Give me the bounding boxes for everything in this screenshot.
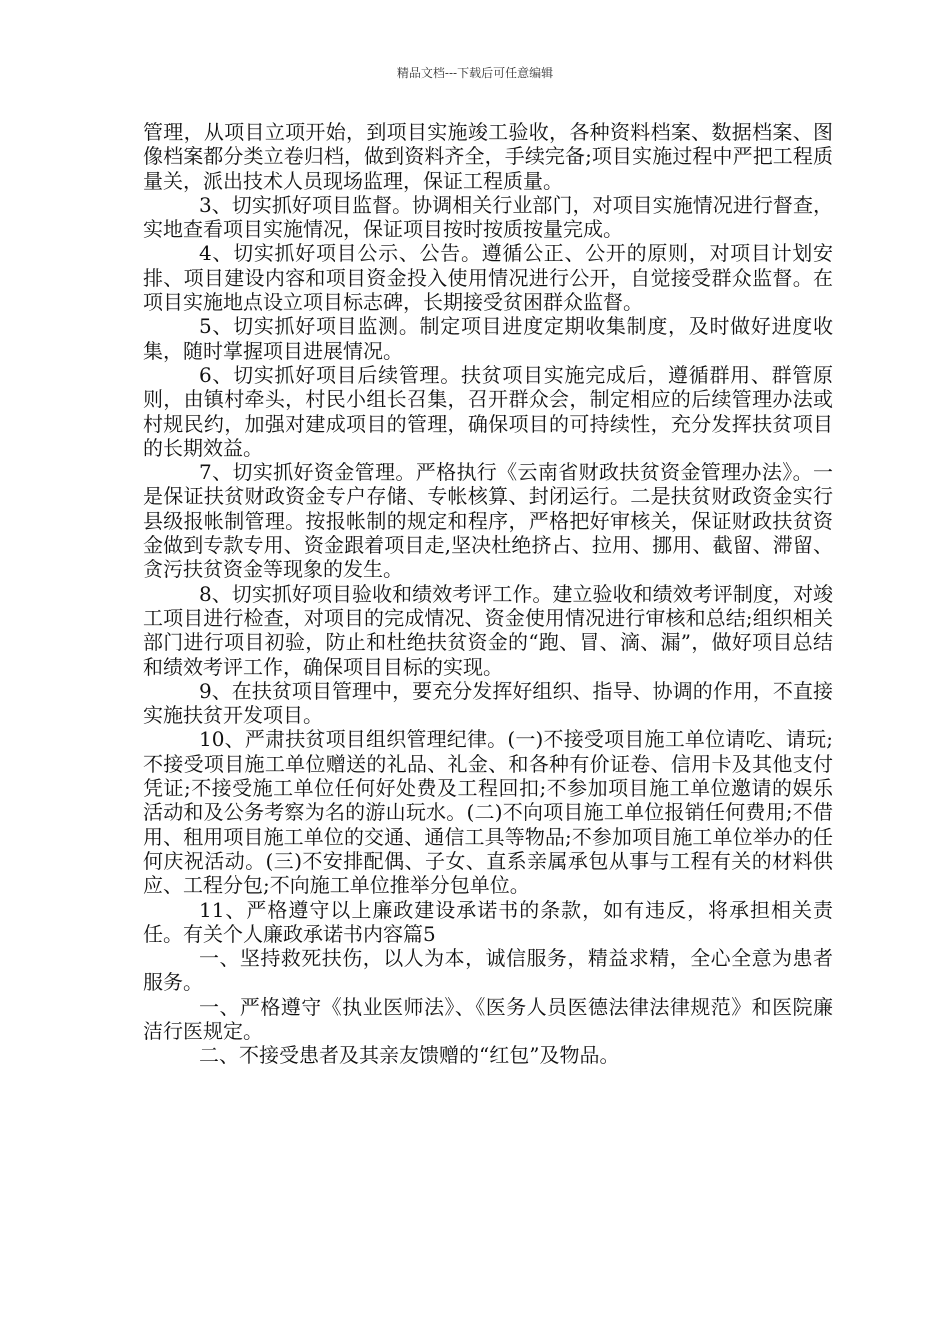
document-body: [143, 120, 833, 1068]
paragraph-10: 11、严格遵守以上廉政建设承诺书的条款，如有违反，将承担相关责任。有关个人廉政承诺书内容篇5: [143, 897, 833, 946]
paragraph-8: 9、在扶贫项目管理中，要充分发挥好组织、指导、协调的作用，不直接实施扶贫开发项目。: [143, 678, 833, 728]
paragraph-9: 10、严肃扶贫项目组织管理纪律。(一)不接受项目施工单位请吃、请玩;不接受项目施工单位赠送的礼品、礼金、和各种有价证卷、信用卡及其他支付凭证;不接受施工单位任何好处费及工程回扣;不参加项目施工单位邀请的娱乐活动和及公务考察为名的游山玩水。(二)不向项目施工单位报销任何费用;不借用、租用项目施工单位的交通、通信工具等物品;不参加项目施工单位举办的任何庆祝活动。(三)不安排配偶、子女、直系亲属承包从事与工程有关的材料供应、工程分包;不向施工单位推举分包单位。: [143, 727, 833, 898]
paragraph-12: 一、严格遵守《执业医师法》、《医务人员医德法律法律规范》和医院廉洁行医规定。: [143, 994, 833, 1043]
paragraph-3: 4、切实抓好项目公示、公告。遵循公正、公开的原则，对项目计划安排、项目建设内容和项目资金投入使用情况进行公开，自觉接受群众监督。在项目实施地点设立项目标志碑，长期接受贫困群众监督。: [143, 241, 833, 315]
paragraph-2: 3、切实抓好项目监督。协调相关行业部门，对项目实施情况进行督查，实地查看项目实施情况，保证项目按时按质按量完成。: [143, 192, 833, 242]
page-header: 精品文档---下载后可任意编辑: [396, 66, 554, 80]
paragraph-4: 5、切实抓好项目监测。制定项目进度定期收集制度，及时做好进度收集，随时掌握项目进展情况。: [143, 314, 833, 363]
paragraph-1: 管理，从项目立项开始，到项目实施竣工验收，各种资料档案、数据档案、图像档案都分类立卷归档，做到资料齐全，手续完备;项目实施过程中严把工程质量关，派出技术人员现场监理，保证工程质量。: [143, 120, 833, 193]
paragraph-13: 二、不接受患者及其亲友馈赠的“红包”及物品。: [199, 1043, 620, 1068]
paragraph-5: 6、切实抓好项目后续管理。扶贫项目实施完成后，遵循群用、群管原则，由镇村牵头，村民小组长召集，召开群众会，制定相应的后续管理办法或村规民约，加强对建成项目的管理，确保项目的可持续性，充分发挥扶贫项目的长期效益。: [143, 362, 833, 460]
paragraph-7: 8、切实抓好项目验收和绩效考评工作。建立验收和绩效考评制度，对竣工项目进行检查，对项目的完成情况、资金使用情况进行审核和总结;组织相关部门进行项目初验，防止和杜绝扶贫资金的“跑、冒、滴、漏”，做好项目总结和绩效考评工作，确保项目目标的实现。: [143, 581, 833, 679]
paragraph-6: 7、切实抓好资金管理。严格执行《云南省财政扶贫资金管理办法》。一是保证扶贫财政资金专户存储、专帐核算、封闭运行。二是扶贫财政资金实行县级报帐制管理。按报帐制的规定和程序，严格把好审核关，保证财政扶贫资金做到专款专用、资金跟着项目走,坚决杜绝挤占、拉用、挪用、截留、滞留、贪污扶贫资金等现象的发生。: [143, 460, 833, 582]
paragraph-11: 一、坚持救死扶伤，以人为本，诚信服务，精益求精，全心全意为患者服务。: [143, 946, 833, 995]
